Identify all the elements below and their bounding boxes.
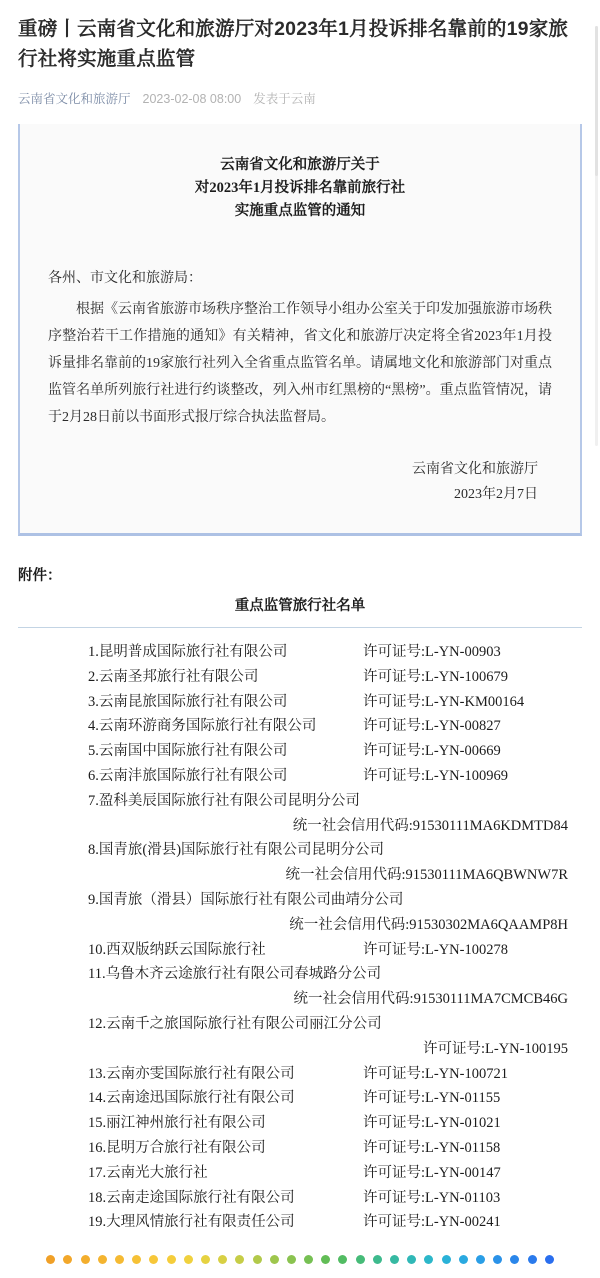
decorative-dot — [287, 1255, 296, 1264]
list-item — [18, 1186, 582, 1211]
decorative-dot — [63, 1255, 72, 1264]
list-item — [18, 739, 582, 764]
list-item — [18, 888, 582, 938]
notice-heading-line-2: 对2023年1月投诉排名靠前旅行社 — [194, 180, 406, 196]
list-item — [18, 1210, 582, 1235]
agency-license-code: 许可证号:L-YN-01021 — [363, 1115, 501, 1132]
agency-license-code: 统一社会信用代码:91530111MA6QBWNW7R — [285, 867, 568, 884]
page-title: 重磅丨云南省文化和旅游厅对2023年1月投诉排名靠前的19家旅行社将实施重点监管 — [18, 18, 569, 70]
list-item — [18, 665, 582, 690]
agency-license-code: 许可证号:L-YN-100969 — [363, 767, 508, 784]
agency-license-code: 许可证号:L-YN-100679 — [363, 668, 508, 685]
agency-name: 17.云南光大旅行社 — [88, 1164, 208, 1181]
agency-license-code: 许可证号:L-YN-01103 — [363, 1189, 501, 1206]
decorative-dot — [98, 1255, 107, 1264]
publish-timestamp: 2023-02-08 08:00 — [142, 92, 242, 106]
agency-name: 13.云南亦雯国际旅行社有限公司 — [88, 1065, 295, 1082]
attachment-label: 附件： — [18, 568, 62, 584]
agency-name: 8.国青旅(滑县)国际旅行社有限公司昆明分公司 — [88, 842, 385, 859]
agency-name: 10.西双版纳跃云国际旅行社 — [88, 941, 266, 958]
list-item — [18, 764, 582, 789]
agency-license-code: 许可证号:L-YN-00669 — [363, 743, 501, 760]
agency-name: 7.盈科美辰国际旅行社有限公司昆明分公司 — [88, 792, 360, 809]
decorative-dot — [235, 1255, 244, 1264]
agency-name: 11.乌鲁木齐云途旅行社有限公司春城路分公司 — [88, 966, 382, 983]
decorative-dot — [167, 1255, 176, 1264]
publisher-account-link[interactable]: 云南省文化和旅游厅 — [18, 92, 131, 106]
decorative-dot — [356, 1255, 365, 1264]
decorative-dot — [459, 1255, 468, 1264]
attachment-divider — [18, 627, 582, 628]
decorative-dot — [442, 1255, 451, 1264]
agency-name: 2.云南圣邦旅行社有限公司 — [88, 668, 259, 685]
agency-name: 5.云南国中国际旅行社有限公司 — [88, 743, 288, 760]
agency-license-code: 许可证号:L-YN-00241 — [363, 1214, 501, 1231]
agency-name: 18.云南走途国际旅行社有限公司 — [88, 1189, 295, 1206]
publish-location: 发表于云南 — [253, 92, 316, 106]
agency-name: 1.昆明普成国际旅行社有限公司 — [88, 644, 288, 660]
agency-license-code: 统一社会信用代码:91530302MA6QAAMP8H — [289, 916, 568, 933]
decorative-dot — [115, 1255, 124, 1264]
notice-salutation: 各州、市文化和旅游局： — [48, 271, 202, 286]
list-item — [18, 714, 582, 739]
decorative-dot — [545, 1255, 554, 1264]
signature-date: 2023年2月7日 — [454, 487, 538, 502]
list-item — [18, 1086, 582, 1111]
article-header — [0, 0, 600, 108]
agency-license-code: 许可证号:L-YN-KM00164 — [363, 693, 525, 710]
list-item — [18, 640, 582, 665]
notice-body-paragraph: 根据《云南省旅游市场秩序整治工作领导小组办公室关于印发加强旅游市场秩序整治若干工作措施的通知》有关精神，省文化和旅游厅决定将全省2023年1月投诉量排名靠前的19家旅行社列入全省重点监管名单。请属地文化和旅游部门对重点监管名单所列旅行社进行约谈整改，列入州市红黑榜的“黑榜”。重点监管情况，请于2月28日前以书面形式报厅综合执法监督局。 — [48, 302, 552, 425]
agency-license-code: 许可证号:L-YN-00147 — [363, 1164, 501, 1181]
decorative-dot — [528, 1255, 537, 1264]
list-item — [18, 962, 582, 1012]
decorative-dot — [321, 1255, 330, 1264]
notice-signature-block — [48, 457, 552, 507]
decorative-dot — [201, 1255, 210, 1264]
list-item — [18, 1062, 582, 1087]
notice-heading-line-3: 实施重点监管的通知 — [234, 203, 366, 219]
list-item — [18, 789, 582, 839]
agency-name: 14.云南途迅国际旅行社有限公司 — [88, 1090, 295, 1107]
decorative-dot — [270, 1255, 279, 1264]
agency-name: 16.昆明万合旅行社有限公司 — [88, 1139, 266, 1156]
decorative-dot — [493, 1255, 502, 1264]
scrollbar-track[interactable] — [595, 26, 598, 446]
agency-license-code: 许可证号:L-YN-100195 — [423, 1040, 568, 1057]
decorative-dot — [338, 1255, 347, 1264]
list-item — [18, 1012, 582, 1062]
decorative-dot — [218, 1255, 227, 1264]
signature-organization: 云南省文化和旅游厅 — [412, 462, 538, 477]
agency-license-code: 许可证号:L-YN-100278 — [363, 941, 508, 958]
list-item — [18, 1136, 582, 1161]
decorative-dot — [510, 1255, 519, 1264]
article-meta — [18, 90, 582, 108]
agency-name: 6.云南沣旅国际旅行社有限公司 — [88, 767, 288, 784]
agency-license-code: 许可证号:L-YN-01155 — [363, 1090, 501, 1107]
list-item — [18, 690, 582, 715]
notice-heading-line-1: 云南省文化和旅游厅关于 — [220, 157, 380, 173]
attachment-section — [0, 536, 600, 1235]
agency-list — [18, 640, 582, 1235]
agency-name: 12.云南千之旅国际旅行社有限公司丽江分公司 — [88, 1015, 382, 1032]
agency-name: 15.丽江神州旅行社有限公司 — [88, 1115, 266, 1132]
decorative-dot — [81, 1255, 90, 1264]
decorative-dot — [304, 1255, 313, 1264]
list-item — [18, 938, 582, 963]
attachment-title: 重点监管旅行社名单 — [234, 598, 366, 614]
notice-heading — [48, 154, 552, 223]
decorative-dot — [253, 1255, 262, 1264]
decorative-dot — [132, 1255, 141, 1264]
agency-license-code: 统一社会信用代码:91530111MA6KDMTD84 — [292, 817, 568, 834]
list-item — [18, 1161, 582, 1186]
agency-license-code: 许可证号:L-YN-00827 — [363, 718, 501, 735]
agency-license-code: 许可证号:L-YN-100721 — [363, 1065, 508, 1082]
agency-license-code: 许可证号:L-YN-00903 — [363, 644, 501, 660]
official-notice-card — [18, 124, 582, 536]
decorative-dot — [149, 1255, 158, 1264]
decorative-dot-strip — [0, 1235, 600, 1278]
agency-name: 19.大理风情旅行社有限责任公司 — [88, 1214, 295, 1231]
scrollbar-thumb[interactable] — [595, 26, 598, 176]
agency-name: 4.云南环游商务国际旅行社有限公司 — [88, 718, 317, 735]
decorative-dot — [407, 1255, 416, 1264]
decorative-dot — [373, 1255, 382, 1264]
agency-license-code: 统一社会信用代码:91530111MA7CMCB46G — [293, 991, 568, 1008]
decorative-dot — [476, 1255, 485, 1264]
agency-license-code: 许可证号:L-YN-01158 — [363, 1139, 501, 1156]
decorative-dot — [424, 1255, 433, 1264]
list-item — [18, 1111, 582, 1136]
agency-name: 3.云南昆旅国际旅行社有限公司 — [88, 693, 288, 710]
decorative-dot — [184, 1255, 193, 1264]
decorative-dot — [46, 1255, 55, 1264]
agency-name: 9.国青旅（滑县）国际旅行社有限公司曲靖分公司 — [88, 891, 404, 908]
decorative-dot — [390, 1255, 399, 1264]
list-item — [18, 838, 582, 888]
